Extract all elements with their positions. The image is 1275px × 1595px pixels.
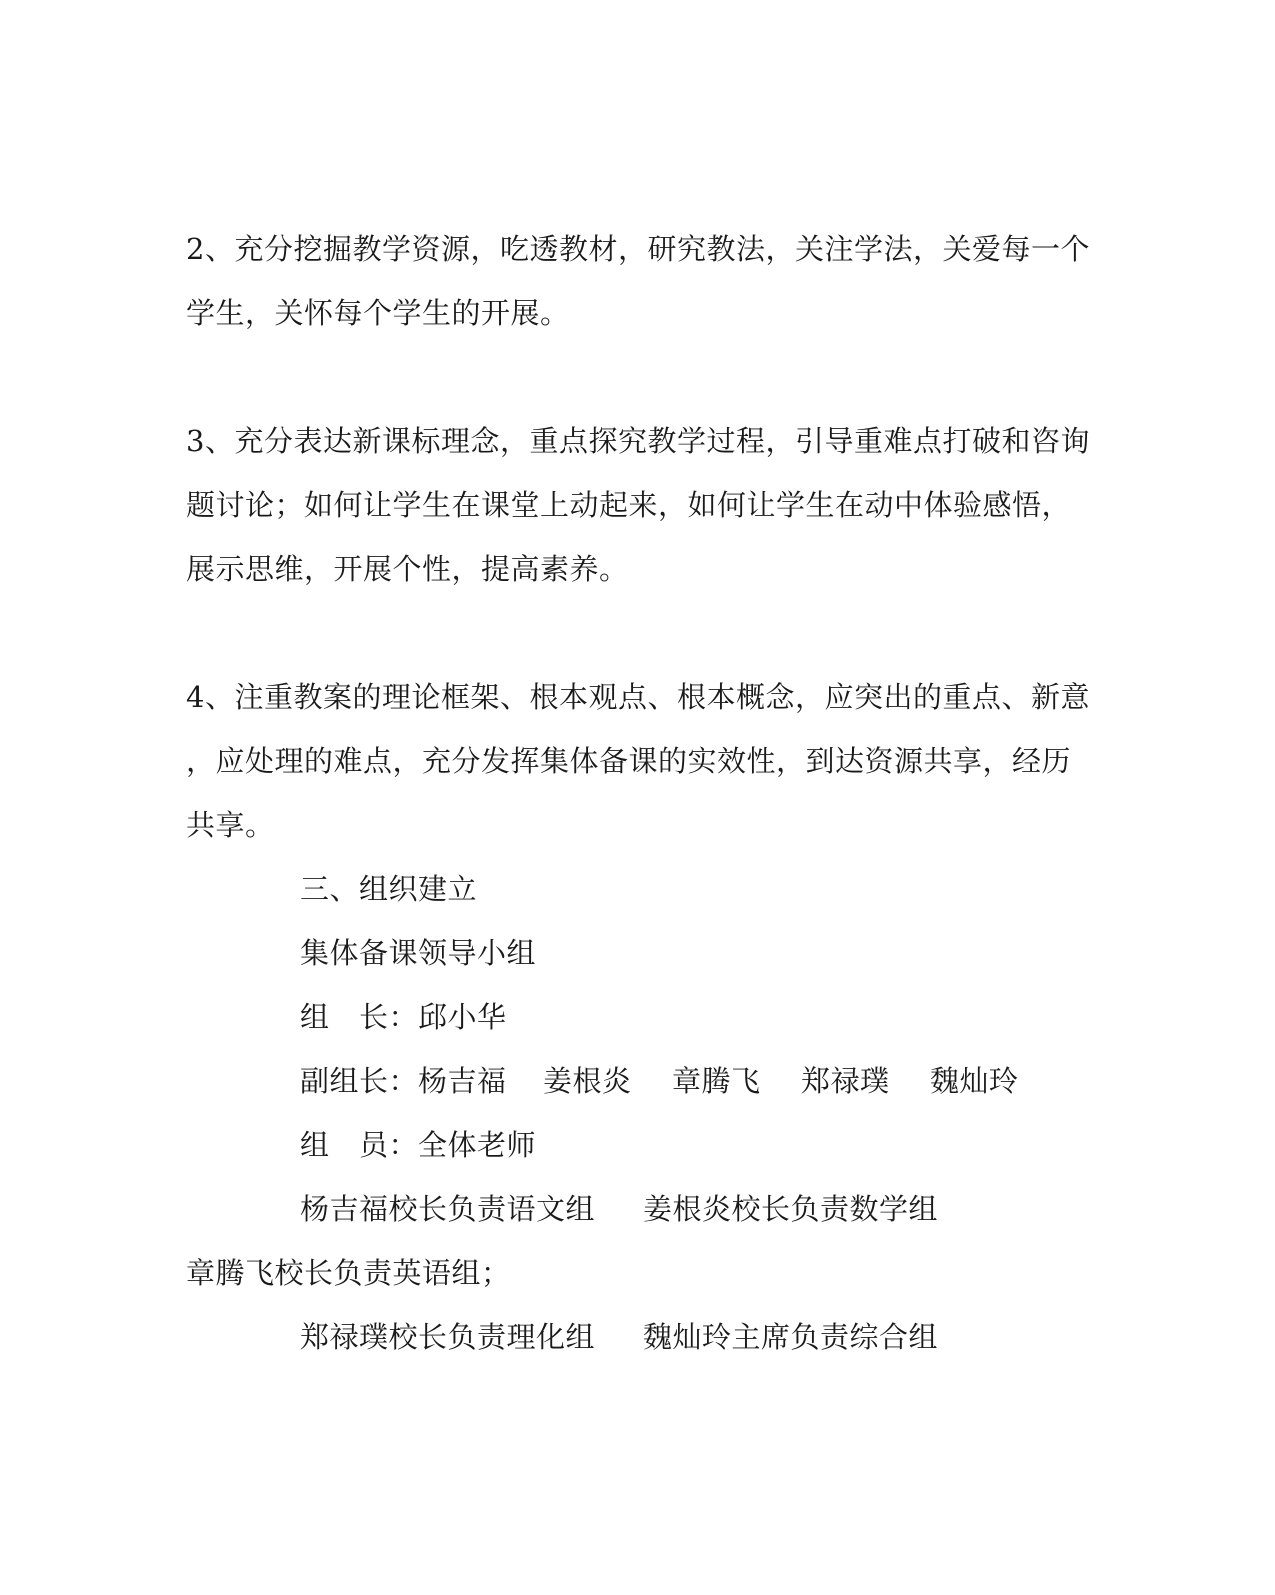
- assignment-item: 姜根炎校长负责数学组: [643, 1192, 939, 1226]
- deputy-label: 副组长：杨吉福: [300, 1064, 507, 1098]
- paragraph-4-line-3: 共享。: [186, 808, 275, 842]
- paragraph-4-line-1: 4、注重教案的理论框架、根本观点、根本概念，应突出的重点、新意: [186, 680, 1090, 714]
- assignment-item: 郑禄璞校长负责理化组: [300, 1320, 596, 1354]
- assignment-line-2: 章腾飞校长负责英语组；: [186, 1256, 511, 1290]
- paragraph-3-line-2: 题讨论；如何让学生在课堂上动起来，如何让学生在动中体验感悟，: [186, 488, 1072, 522]
- group-members: 组 员：全体老师: [300, 1128, 537, 1162]
- section-heading: 三、组织建立: [300, 872, 478, 906]
- paragraph-3-line-3: 展示思维，开展个性，提高素养。: [186, 552, 629, 586]
- assignment-line-3: [300, 1317, 938, 1357]
- assignment-item: 魏灿玲主席负责综合组: [643, 1320, 939, 1354]
- paragraph-3-line-1: 3、充分表达新课标理念，重点探究教学过程，引导重难点打破和咨询: [186, 424, 1090, 458]
- paragraph-2-line-1: 2、充分挖掘教学资源，吃透教材，研究教法，关注学法，关爱每一个: [186, 232, 1090, 266]
- assignment-line-1: [300, 1189, 938, 1229]
- group-leader: 组 长：邱小华: [300, 1000, 507, 1034]
- deputy-name: 姜根炎: [543, 1064, 632, 1098]
- deputy-name: 郑禄璞: [801, 1064, 890, 1098]
- paragraph-2-line-2: 学生，关怀每个学生的开展。: [186, 296, 570, 330]
- group-title: 集体备课领导小组: [300, 936, 537, 970]
- deputy-leaders: [300, 1061, 1019, 1101]
- deputy-name: 魏灿玲: [930, 1064, 1019, 1098]
- assignment-item: 杨吉福校长负责语文组: [300, 1192, 596, 1226]
- paragraph-4-line-2: ，应处理的难点，充分发挥集体备课的实效性，到达资源共享，经历: [186, 744, 1072, 778]
- deputy-name: 章腾飞: [672, 1064, 761, 1098]
